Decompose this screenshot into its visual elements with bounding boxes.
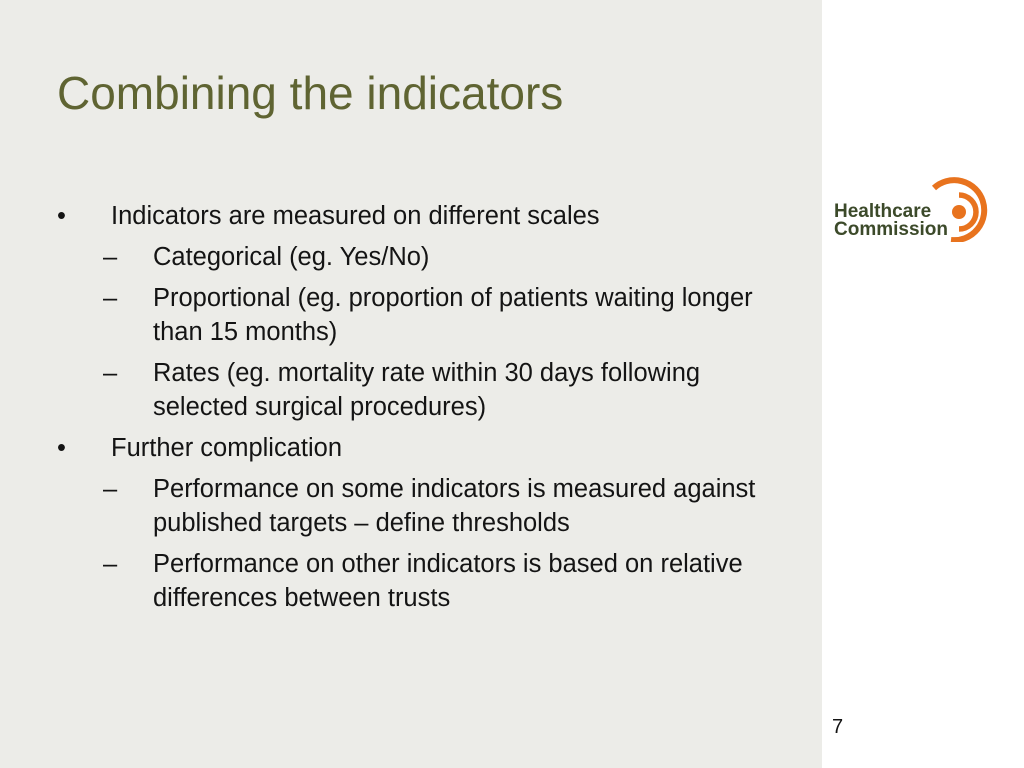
dash-marker: –: [103, 243, 118, 271]
sub-bullet-text: Proportional (eg. proportion of patients waiting longer than 15 months): [153, 284, 753, 346]
sub-bullet-item: [0, 281, 800, 349]
sub-bullet-text: Performance on other indicators is based on relative differences between trusts: [153, 550, 743, 612]
bullet-item: [0, 431, 800, 465]
logo-line-1: Healthcare: [834, 201, 932, 222]
dash-marker: –: [103, 284, 118, 312]
healthcare-commission-logo: [832, 170, 1002, 242]
sub-bullet-item: [0, 356, 800, 424]
sub-bullet-item: [0, 547, 800, 615]
bullet-marker: •: [57, 434, 66, 462]
logo-line-2: Commission: [834, 219, 949, 240]
dash-marker: –: [103, 475, 118, 503]
sub-bullet-text: Rates (eg. mortality rate within 30 days following selected surgical procedures): [153, 359, 701, 421]
slide-title: Combining the indicators: [57, 67, 564, 119]
sub-bullet-text: Categorical (eg. Yes/No): [153, 243, 430, 271]
page-number: 7: [832, 716, 844, 738]
sub-bullet-item: [0, 472, 800, 540]
dash-marker: –: [103, 550, 118, 578]
bullet-item: [0, 199, 800, 233]
bullet-list: [0, 199, 800, 622]
bullet-text: Further complication: [111, 434, 343, 462]
sub-bullet-text: Performance on some indicators is measured against published targets – define thresholds: [153, 475, 756, 537]
bullet-marker: •: [57, 202, 66, 230]
dash-marker: –: [103, 359, 118, 387]
sub-bullet-item: [0, 240, 800, 274]
bullet-text: Indicators are measured on different scales: [111, 202, 600, 230]
